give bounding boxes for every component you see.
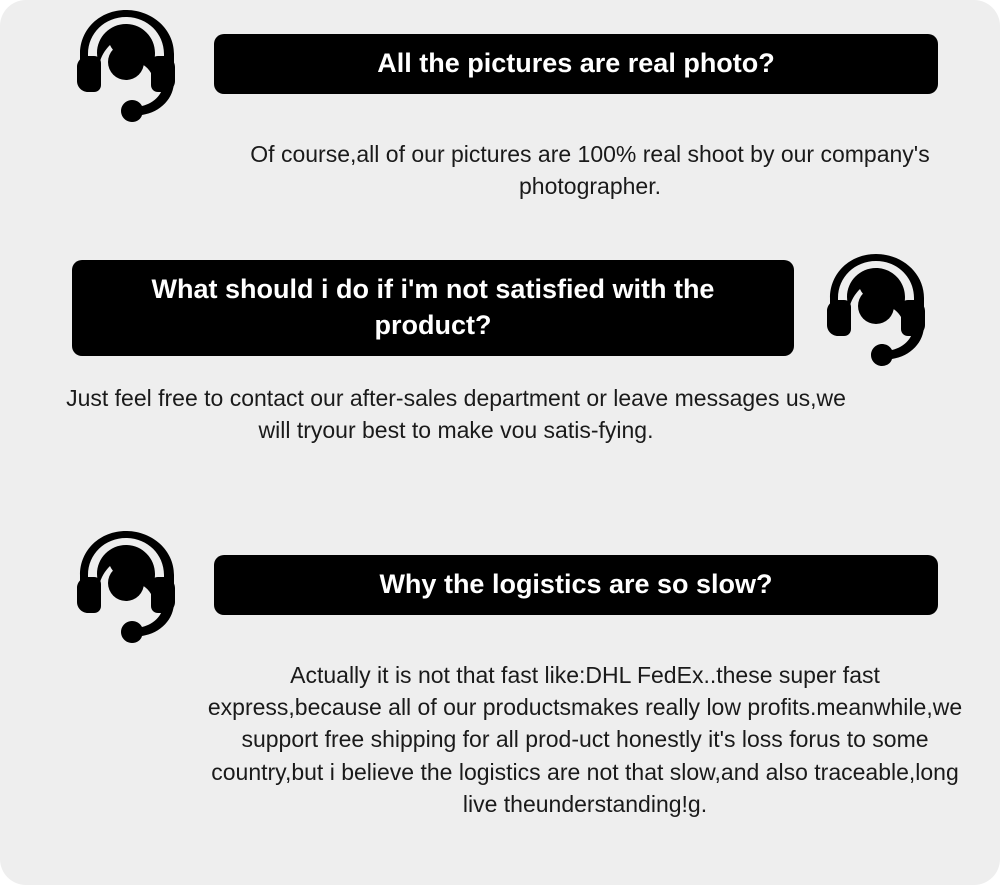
- faq-answer: Actually it is not that fast like:DHL FedEx..these super fast express,because all of our productsmakes really low profits.meanwhile,we support free shipping for all prod-uct honestly it's loss forus to some country,but i believe the logistics are not that slow,and also traceable,long live theunderstanding!g.: [207, 662, 963, 817]
- faq-item: [0, 248, 1000, 446]
- faq-header: [0, 248, 1000, 368]
- headset-agent-icon: [66, 525, 186, 645]
- headset-agent-icon: [66, 4, 186, 124]
- faq-header: [0, 525, 1000, 645]
- faq-answer: Just feel free to contact our after-sales department or leave messages us,we will tryour best to make vou satis-fying.: [66, 385, 846, 444]
- faq-question-banner: All the pictures are real photo?: [214, 34, 938, 94]
- faq-question-banner: Why the logistics are so slow?: [214, 555, 938, 615]
- faq-question-banner: What should i do if i'm not satisfied with the product?: [72, 260, 794, 355]
- faq-item: [0, 525, 1000, 820]
- faq-answer: Of course,all of our pictures are 100% real shoot by our company's photographer.: [250, 141, 930, 200]
- faq-item: [0, 4, 1000, 202]
- headset-agent-icon: [816, 248, 936, 368]
- faq-header: [0, 4, 1000, 124]
